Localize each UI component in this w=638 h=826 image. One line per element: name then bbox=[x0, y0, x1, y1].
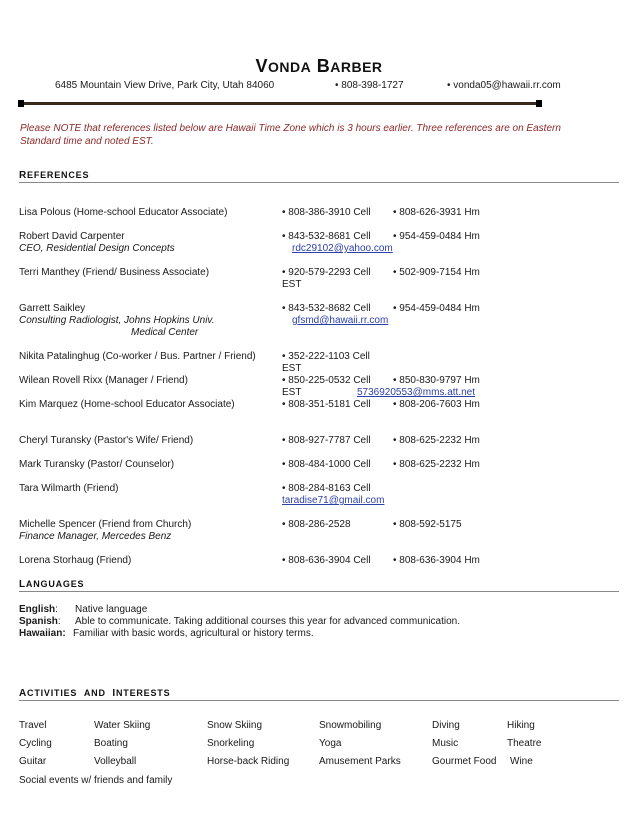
reference-name: Robert David Carpenter bbox=[19, 231, 125, 242]
name-first-initial: V bbox=[255, 56, 268, 76]
activities-heading-and: AND bbox=[83, 688, 106, 698]
reference-name: Kim Marquez (Home-school Educator Associate) bbox=[19, 399, 235, 410]
reference-name: Mark Turansky (Pastor/ Counselor) bbox=[19, 459, 175, 470]
reference-phone-home: • 808-625-2232 Hm bbox=[393, 459, 480, 470]
language-name: Hawaiian: bbox=[19, 628, 66, 639]
reference-phone-cell: • 352-222-1103 Cell bbox=[282, 351, 370, 362]
reference-name: Lorena Storhaug (Friend) bbox=[19, 555, 132, 566]
reference-timezone: EST bbox=[282, 363, 302, 374]
timezone-note: Please NOTE that references listed below are Hawaii Time Zone which is 3 hours earlier. Three references are on Eastern Standard time and noted EST. bbox=[20, 123, 561, 147]
language-desc: Able to communicate. Taking additional courses this year for advanced communication. bbox=[75, 616, 461, 627]
reference-title-cont: Medical Center bbox=[131, 327, 199, 338]
activity-item: Boating bbox=[94, 738, 128, 749]
activities-heading-initial: A bbox=[19, 688, 28, 699]
activity-item: Snorkeling bbox=[207, 738, 255, 749]
resume-name bbox=[0, 56, 638, 77]
activity-item: Theatre bbox=[507, 738, 542, 749]
reference-name: Wilean Rovell Rixx (Manager / Friend) bbox=[19, 375, 188, 386]
language-desc: Familiar with basic words, agricultural or history terms. bbox=[73, 628, 314, 639]
reference-phone-cell: • 808-286-2528 bbox=[282, 519, 351, 530]
address: 6485 Mountain View Drive, Park City, Utah 84060 bbox=[55, 80, 275, 91]
activity-item: Cycling bbox=[19, 738, 52, 749]
reference-phone-cell: • 808-386-3910 Cell bbox=[282, 207, 371, 218]
reference-phone-cell: • 920-579-2293 Cell bbox=[282, 267, 371, 278]
reference-name: Cheryl Turansky (Pastor's Wife/ Friend) bbox=[19, 435, 194, 446]
activity-item: Snow Skiing bbox=[207, 720, 263, 731]
languages-heading-rest: ANGUAGES bbox=[25, 579, 85, 589]
reference-phone-cell: • 843-532-8682 Cell bbox=[282, 303, 371, 314]
name-last-rest: ARBER bbox=[330, 59, 383, 75]
references-heading bbox=[19, 170, 89, 181]
languages-heading-initial: L bbox=[19, 579, 26, 590]
references-rule bbox=[19, 182, 619, 183]
reference-title: Finance Manager, Mercedes Benz bbox=[19, 531, 172, 542]
activity-item: Yoga bbox=[319, 738, 342, 749]
language-item bbox=[19, 616, 61, 627]
interests-heading-rest: NTERESTS bbox=[115, 688, 171, 698]
name-first-rest: ONDA bbox=[267, 59, 312, 75]
reference-name: Tara Wilmarth (Friend) bbox=[19, 483, 119, 494]
interests-heading-initial: I bbox=[112, 688, 116, 699]
references-heading-initial: R bbox=[19, 170, 28, 181]
reference-name: Michelle Spencer (Friend from Church) bbox=[19, 519, 192, 530]
activity-item: Wine bbox=[510, 756, 533, 767]
activity-item: Diving bbox=[432, 720, 460, 731]
activities-heading bbox=[19, 688, 170, 699]
activity-item: Amusement Parks bbox=[319, 756, 401, 767]
reference-email-link[interactable]: taradise71@gmail.com bbox=[282, 495, 385, 506]
reference-phone-home: • 808-592-5175 bbox=[393, 519, 462, 530]
activity-item: Social events w/ friends and family bbox=[19, 775, 173, 786]
activity-item: Music bbox=[432, 738, 459, 749]
activities-rule bbox=[19, 700, 619, 701]
reference-phone-cell: • 808-284-8163 Cell bbox=[282, 483, 371, 494]
reference-phone-home: • 808-626-3931 Hm bbox=[393, 207, 480, 218]
reference-name: Lisa Polous (Home-school Educator Associate) bbox=[19, 207, 228, 218]
header-rule bbox=[20, 102, 540, 105]
language-item bbox=[19, 604, 58, 615]
languages-heading bbox=[19, 579, 84, 590]
activity-item: Guitar bbox=[19, 756, 47, 767]
reference-phone-home: • 954-459-0484 Hm bbox=[393, 231, 480, 242]
activity-item: Snowmobiling bbox=[319, 720, 382, 731]
phone: • 808-398-1727 bbox=[335, 80, 404, 91]
reference-phone-cell: • 843-532-8681 Cell bbox=[282, 231, 371, 242]
language-name: Spanish bbox=[19, 616, 58, 627]
language-item bbox=[19, 628, 66, 639]
reference-phone-home: • 808-625-2232 Hm bbox=[393, 435, 480, 446]
activity-item: Water Skiing bbox=[94, 720, 151, 731]
reference-timezone: EST bbox=[282, 279, 302, 290]
reference-phone-home: • 808-636-3904 Hm bbox=[393, 555, 480, 566]
reference-phone-home: • 850-830-9797 Hm bbox=[393, 375, 480, 386]
activity-item: Horse-back Riding bbox=[207, 756, 290, 767]
activity-item: Hiking bbox=[507, 720, 535, 731]
language-name: English bbox=[19, 604, 56, 615]
activity-item: Volleyball bbox=[94, 756, 137, 767]
language-sep: : bbox=[55, 604, 58, 615]
reference-phone-cell: • 808-484-1000 Cell bbox=[282, 459, 371, 470]
reference-name: Nikita Patalinghug (Co-worker / Bus. Partner / Friend) bbox=[19, 351, 256, 362]
reference-name: Garrett Saikley bbox=[19, 303, 86, 314]
language-sep: : bbox=[57, 616, 61, 627]
reference-timezone: EST bbox=[282, 387, 302, 398]
reference-phone-home: • 502-909-7154 Hm bbox=[393, 267, 480, 278]
reference-title: Consulting Radiologist, Johns Hopkins Univ. bbox=[19, 315, 215, 326]
reference-title: CEO, Residential Design Concepts bbox=[19, 243, 175, 254]
reference-email-link[interactable]: gfsmd@hawaii.rr.com bbox=[292, 315, 389, 326]
activity-item: Gourmet Food bbox=[432, 756, 497, 767]
activity-item: Travel bbox=[19, 720, 47, 731]
reference-phone-home: • 954-459-0484 Hm bbox=[393, 303, 480, 314]
reference-phone-cell: • 808-636-3904 Cell bbox=[282, 555, 371, 566]
reference-phone-cell: • 808-351-5181 Cell bbox=[282, 399, 371, 410]
activities-heading-rest: CTIVITIES bbox=[27, 688, 78, 698]
reference-email-link[interactable]: 5736920553@mms.att.net bbox=[357, 387, 476, 398]
email: • vonda05@hawaii.rr.com bbox=[447, 80, 561, 91]
reference-phone-home: • 808-206-7603 Hm bbox=[393, 399, 480, 410]
reference-name: Terri Manthey (Friend/ Business Associate) bbox=[19, 267, 210, 278]
reference-email-link[interactable]: rdc29102@yahoo.com bbox=[292, 243, 393, 254]
reference-phone-cell: • 808-927-7787 Cell bbox=[282, 435, 371, 446]
references-heading-rest: EFERENCES bbox=[27, 170, 90, 180]
language-desc: Native language bbox=[75, 604, 148, 615]
reference-phone-cell: • 850-225-0532 Cell bbox=[282, 375, 371, 386]
languages-rule bbox=[19, 591, 619, 592]
name-last-initial: B bbox=[316, 56, 331, 76]
